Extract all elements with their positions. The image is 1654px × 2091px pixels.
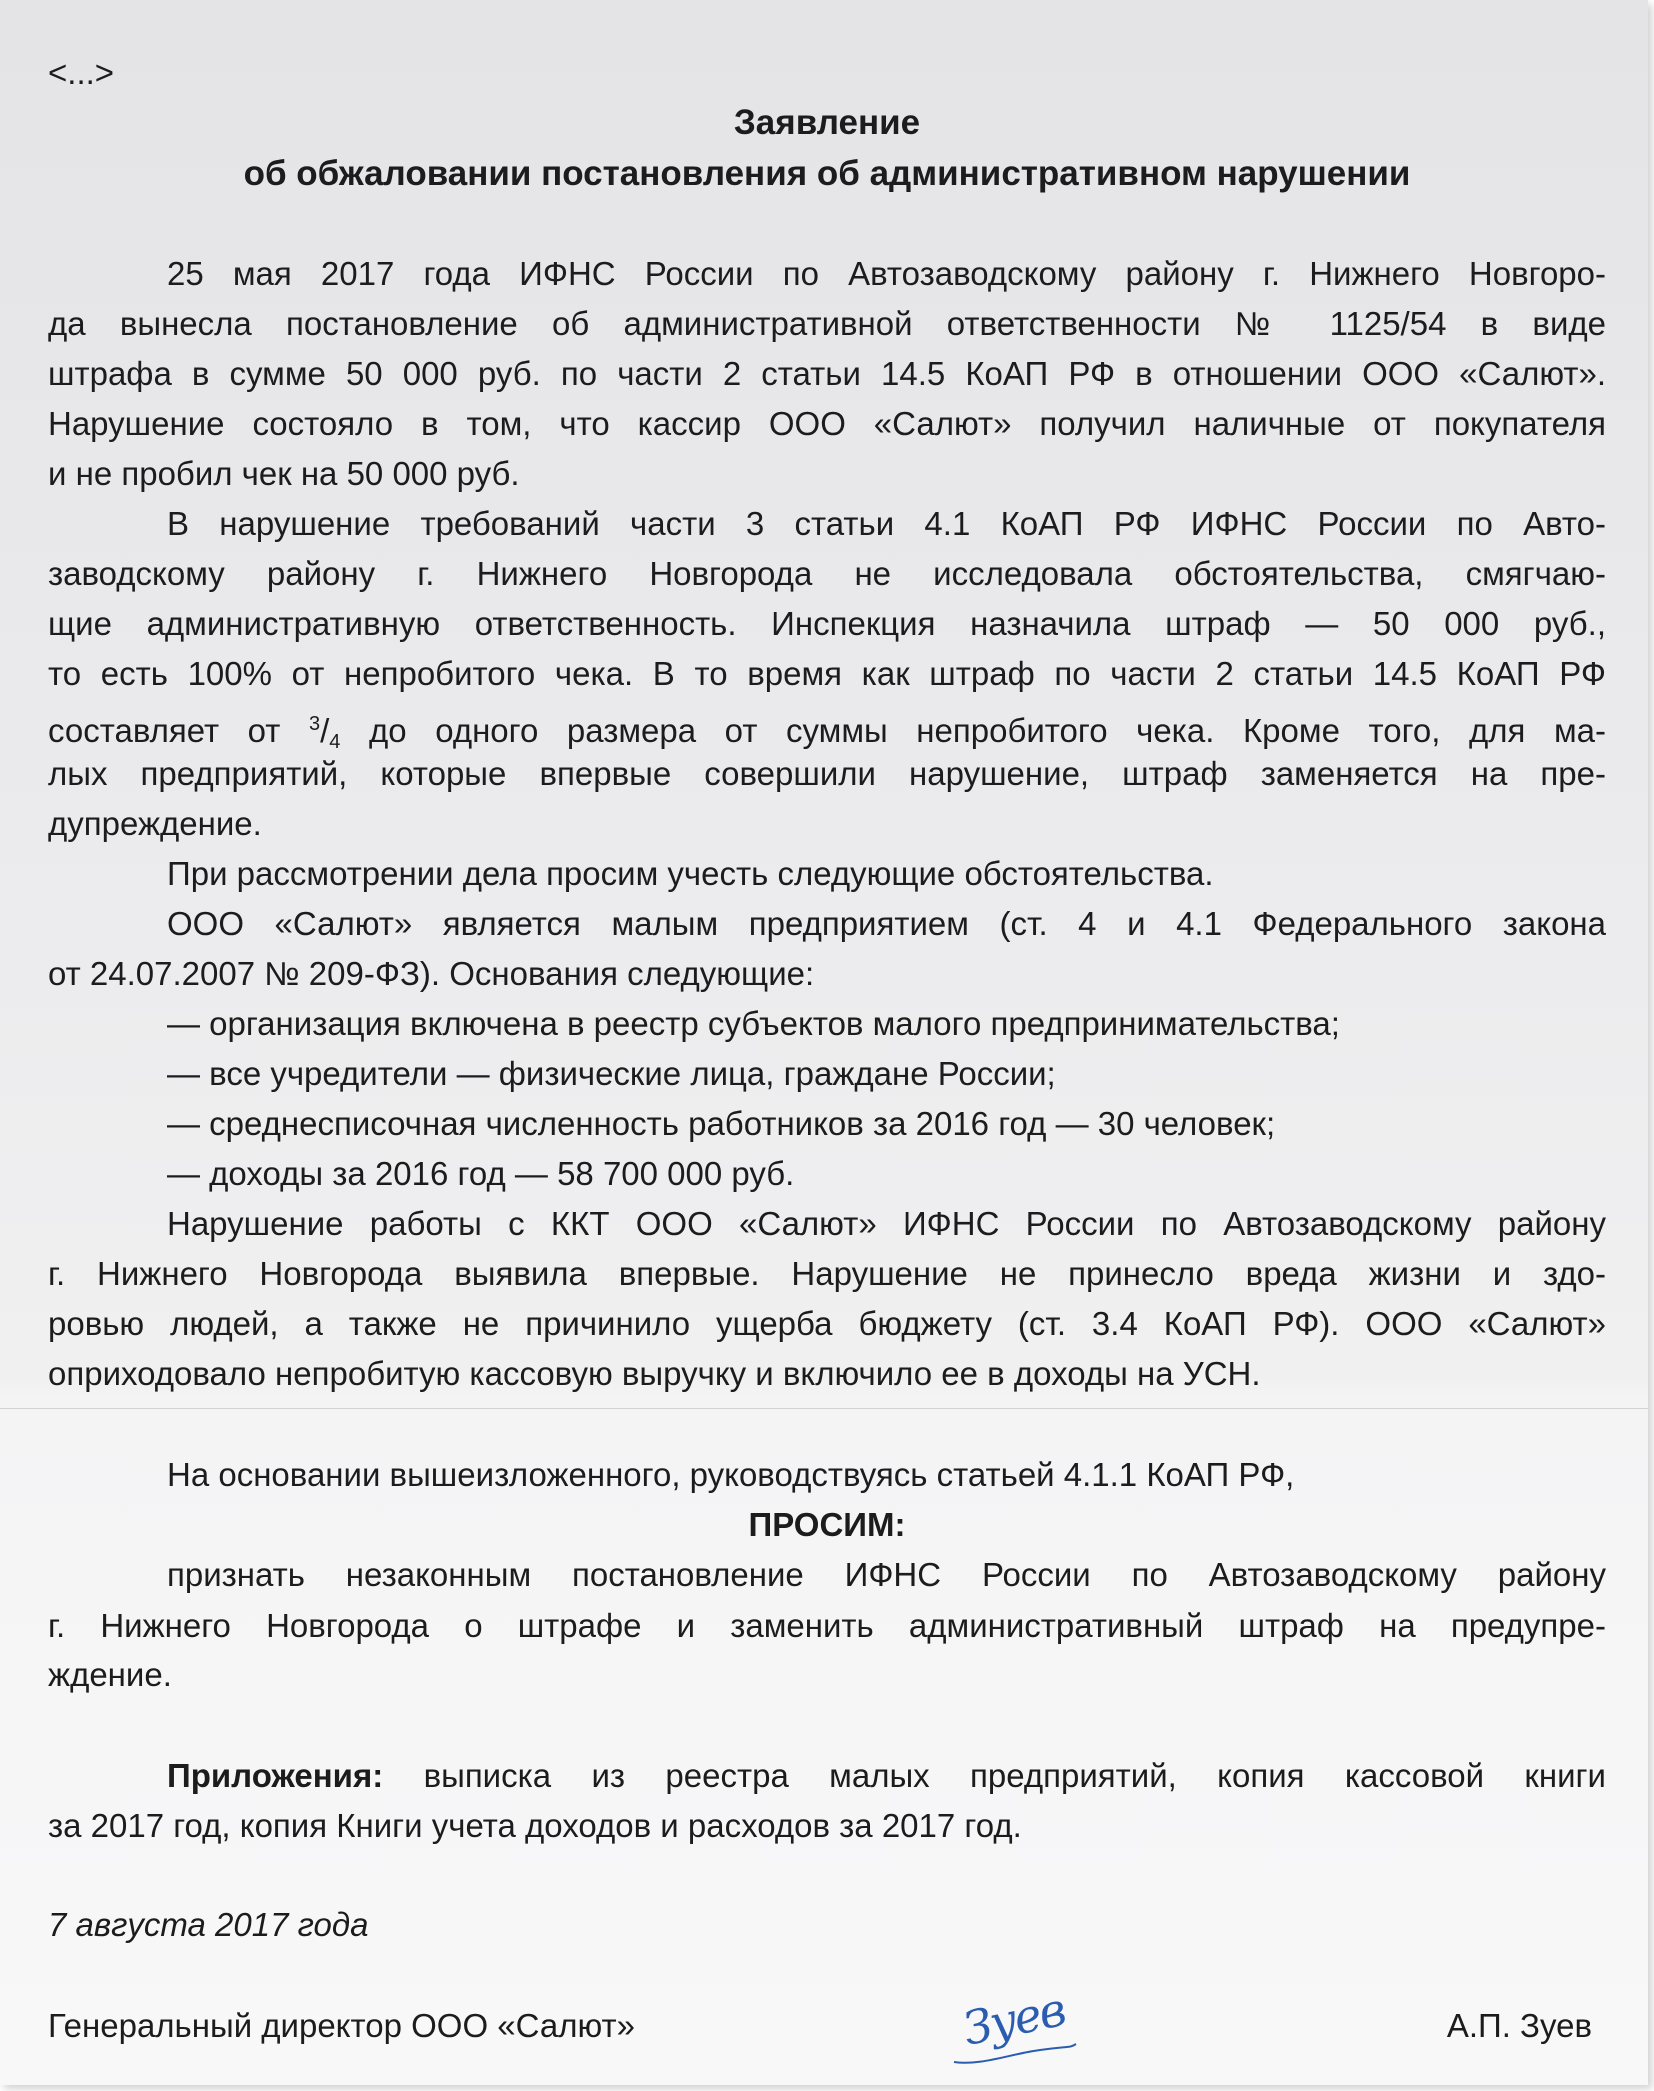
body-line: штрафа в сумме 50 000 руб. по части 2 статьи 14.5 КоАП РФ в отношении ООО «Салют».: [48, 355, 1606, 392]
signature-flourish-icon: [950, 2040, 1080, 2070]
fraction-denominator: 4: [329, 731, 341, 753]
list-item: — доходы за 2016 год — 58 700 000 руб.: [167, 1155, 795, 1192]
fraction-suffix: до одного размера от суммы непробитого чека. Кроме того, для ма-: [340, 712, 1606, 749]
attachments-line: [167, 1756, 1606, 1796]
fraction-prefix: составляет от: [48, 712, 309, 749]
body-line: щие административную ответственность. Инспекция назначила штраф — 50 000 руб.,: [48, 605, 1606, 642]
body-line: дупреждение.: [48, 805, 262, 842]
body-line: лых предприятий, которые впервые совершили нарушение, штраф заменяется на пре-: [48, 755, 1606, 792]
document-subtitle: об обжаловании постановления об административном нарушении: [243, 154, 1411, 193]
body-line: ООО «Салют» является малым предприятием (ст. 4 и 4.1 Федерального закона: [167, 905, 1606, 942]
list-item: — среднесписочная численность работников за 2016 год — 30 человек;: [167, 1105, 1276, 1142]
body-line: В нарушение требований части 3 статьи 4.1 КоАП РФ ИФНС России по Авто-: [167, 505, 1606, 542]
request-heading: ПРОСИМ:: [748, 1506, 906, 1543]
list-item: — организация включена в реестр субъектов малого предпринимательства;: [167, 1005, 1340, 1042]
document-date: 7 августа 2017 года: [48, 1906, 369, 1943]
body-line: Нарушение работы с ККТ ООО «Салют» ИФНС России по Автозаводскому району: [167, 1205, 1606, 1242]
body-line: При рассмотрении дела просим учесть следующие обстоятельства.: [167, 855, 1214, 892]
body-line-fraction: составляет от $^3/_4$ до одного размера от суммы непробитого чека. Кроме того, для ма-: [48, 712, 1606, 753]
body-line: ровью людей, а также не причинило ущерба бюджету (ст. 3.4 КоАП РФ). ООО «Салют»: [48, 1305, 1606, 1342]
request-line: ждение.: [48, 1656, 172, 1693]
ellipsis-marker: <...>: [48, 54, 115, 91]
body-line: Нарушение состояло в том, что кассир ООО «Салют» получил наличные от покупателя: [48, 405, 1606, 442]
attachments-label: Приложения:: [167, 1757, 384, 1794]
fraction-numerator: 3: [309, 713, 321, 735]
request-line: признать незаконным постановление ИФНС России по Автозаводскому району: [167, 1556, 1606, 1593]
body-line: от 24.07.2007 № 209-ФЗ). Основания следующие:: [48, 955, 815, 992]
section-divider: [0, 1408, 1648, 1409]
body-line: заводскому району г. Нижнего Новгорода не исследовала обстоятельства, смягчаю-: [48, 555, 1606, 592]
body-line: да вынесла постановление об административной ответственности № 1125/54 в виде: [48, 305, 1606, 342]
signer-name: А.П. Зуев: [1446, 2007, 1592, 2044]
list-item: — все учредители — физические лица, граждане России;: [167, 1055, 1056, 1092]
handwritten-signature: Зуев: [958, 1982, 1069, 2056]
body-line: 25 мая 2017 года ИФНС России по Автозаводскому району г. Нижнего Новгоро-: [167, 255, 1606, 292]
body-line: оприходовало непробитую кассовую выручку и включило ее в доходы на УСН.: [48, 1355, 1261, 1392]
signer-position: Генеральный директор ООО «Салют»: [48, 2007, 635, 2044]
attachments-line: за 2017 год, копия Книги учета доходов и расходов за 2017 год.: [48, 1807, 1022, 1844]
signature-row: [48, 2007, 1606, 2051]
body-line: и не пробил чек на 50 000 руб.: [48, 455, 520, 492]
attachments-text: выписка из реестра малых предприятий, копия кассовой книги: [383, 1757, 1606, 1794]
request-intro: На основании вышеизложенного, руководствуясь статьей 4.1.1 КоАП РФ,: [167, 1456, 1295, 1493]
request-line: г. Нижнего Новгорода о штрафе и заменить административный штраф на предупре-: [48, 1607, 1606, 1644]
body-line: г. Нижнего Новгорода выявила впервые. Нарушение не принесло вреда жизни и здо-: [48, 1255, 1606, 1292]
body-line: то есть 100% от непробитого чека. В то время как штраф по части 2 статьи 14.5 КоАП РФ: [48, 655, 1606, 692]
document-title: Заявление: [733, 103, 921, 142]
